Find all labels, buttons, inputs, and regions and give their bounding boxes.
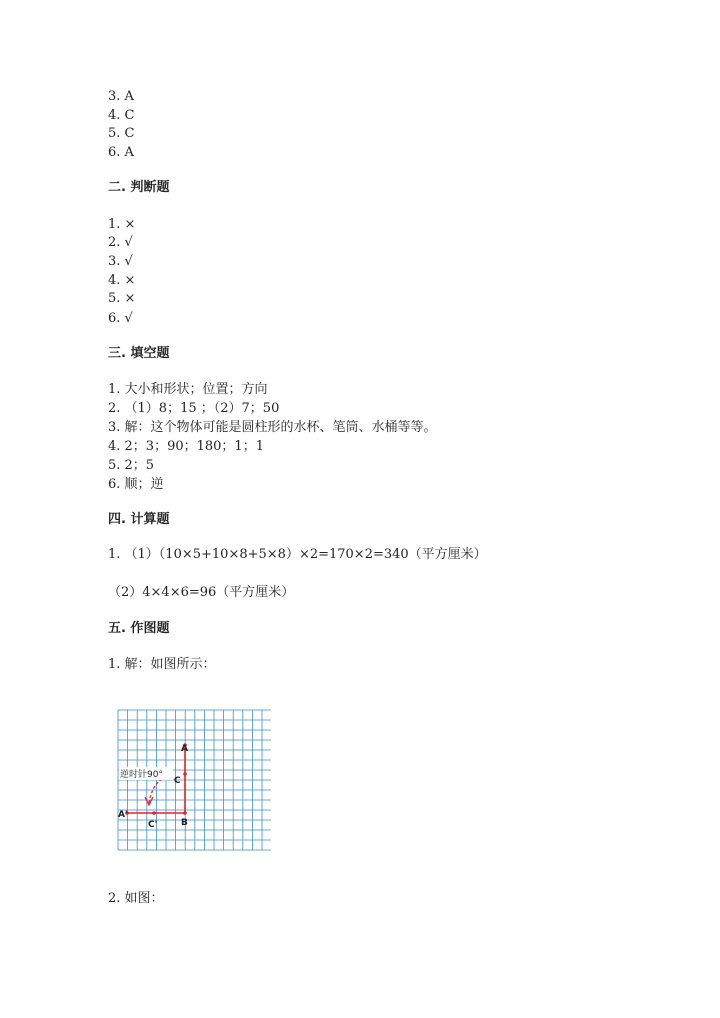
label-a: A <box>181 744 188 754</box>
answer-line: 1. 解：如图所示： <box>108 657 216 672</box>
answer-line: 4. C <box>108 108 135 123</box>
answer-line: 1. × <box>108 217 136 232</box>
answer-line: 3. 解：这个物体可能是圆柱形的水杯、笔筒、水桶等等。 <box>108 420 437 435</box>
answer-line: 5. C <box>108 126 135 141</box>
label-b: B <box>181 818 188 828</box>
label-c-prime: C' <box>148 820 158 830</box>
answer-line: 1. （1）（10×5+10×8+5×8）×2=170×2=340（平方厘米） <box>108 547 487 562</box>
label-c: C <box>174 776 181 786</box>
point-c <box>183 772 187 776</box>
rotation-grid <box>117 709 271 851</box>
answer-line: 4. × <box>108 273 136 288</box>
rotation-figure <box>117 709 271 851</box>
answer-line: 3. A <box>108 89 134 104</box>
answer-line: （2）4×4×6=96（平方厘米） <box>108 585 295 600</box>
section-heading-judgement: 二. 判断题 <box>108 180 170 195</box>
answer-line: 6. 顺；逆 <box>108 477 164 492</box>
answer-line: 6. √ <box>108 311 133 326</box>
section-heading-drawing: 五. 作图题 <box>108 621 170 636</box>
answer-line: 3. √ <box>108 254 133 269</box>
label-a-prime: A' <box>118 810 128 820</box>
answer-line: 5. 2；5 <box>108 458 155 473</box>
answer-line: 2. √ <box>108 235 133 250</box>
answer-line: 1. 大小和形状；位置；方向 <box>108 382 268 397</box>
point-b <box>183 811 187 815</box>
answer-line: 2. （1）8；15 ；（2）7；50 <box>108 401 280 416</box>
section-heading-fill-in: 三. 填空题 <box>108 346 170 361</box>
answer-line: 4. 2；3；90；180；1；1 <box>108 439 264 454</box>
answer-line: 2. 如图： <box>108 891 164 906</box>
answer-line: 5. × <box>108 291 136 306</box>
point-c-prime <box>152 811 156 815</box>
rotation-label: 逆时针90° <box>120 770 163 780</box>
section-heading-calculation: 四. 计算题 <box>108 512 170 527</box>
answer-line: 6. A <box>108 145 134 160</box>
